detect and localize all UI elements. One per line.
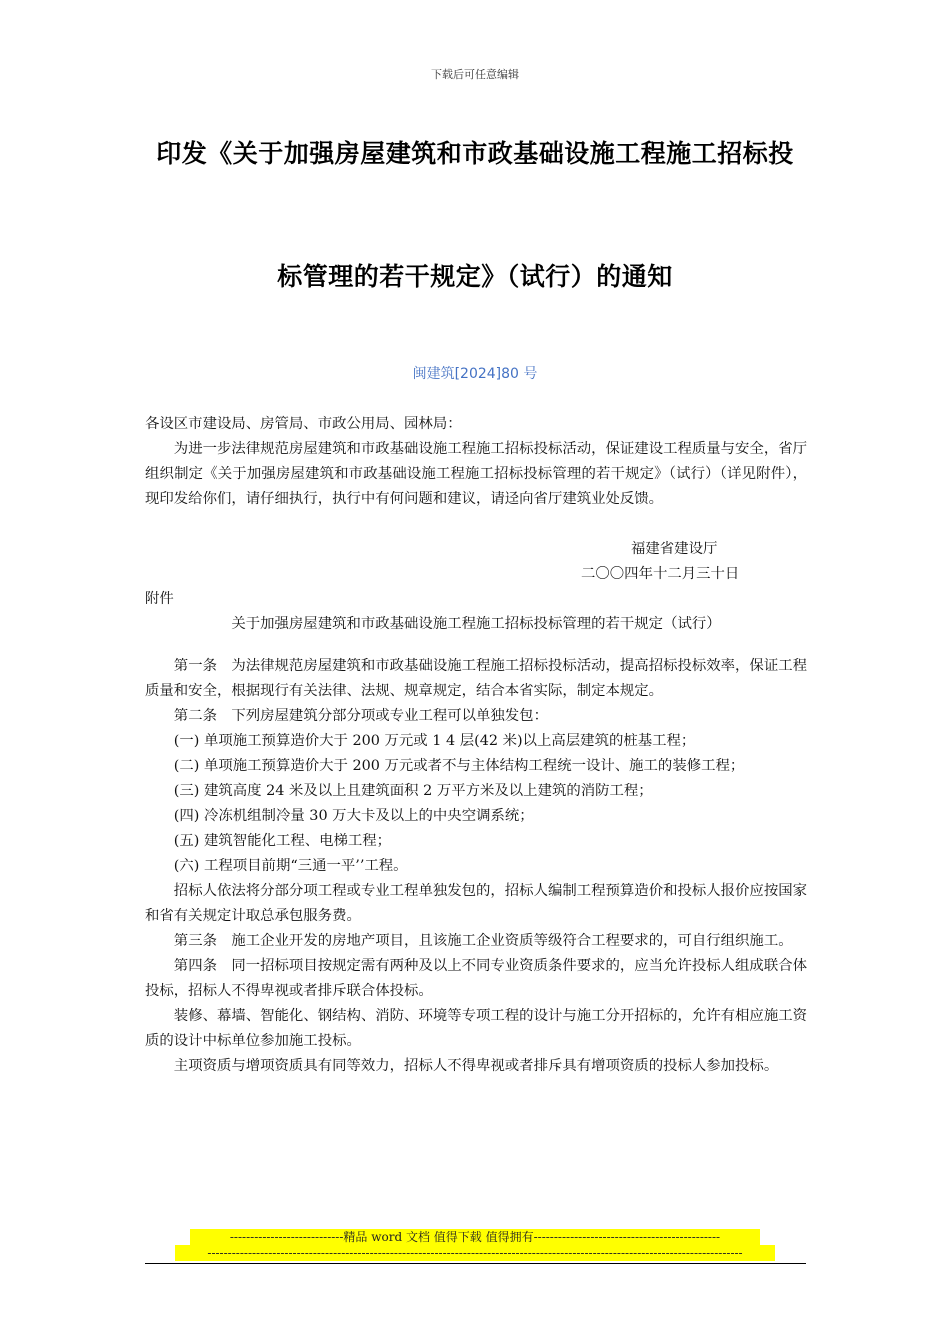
- document-number: 闽建筑[2024]80 号: [412, 366, 538, 382]
- article-3: 第三条 施工企业开发的房地产项目，且该施工企业资质等级符合工程要求的，可自行组织施工。: [173, 933, 793, 949]
- issuer: 福建省建设厅: [631, 541, 718, 557]
- footer-banner: ----------------------------精品 word 文档 值得下载 值得拥有----------------------------------------------: [190, 1229, 760, 1245]
- issue-date: 二〇〇四年十二月三十日: [581, 566, 740, 582]
- attachment-title: 关于加强房屋建筑和市政基础设施工程施工招标投标管理的若干规定（试行）: [231, 616, 721, 632]
- footer-dashes: ------------------------------------------------------------------------------------------------------------------------------------: [175, 1245, 775, 1261]
- salutation: 各设区市建设局、房管局、市政公用局、园林局：: [145, 416, 462, 432]
- article-2-item-4: (四) 冷冻机组制冷量 30 万大卡及以上的中央空调系统；: [173, 808, 534, 824]
- article-2-item-3: (三) 建筑高度 24 米及以上且建筑面积 2 万平方米及以上建筑的消防工程；: [173, 783, 653, 799]
- intro-paragraph: 为进一步法律规范房屋建筑和市政基础设施工程施工招标投标活动，保证建设工程质量与安全，省厅组织制定《关于加强房屋建筑和市政基础设施工程施工招标投标管理的若干规定》（试行）（详见附件），现印发给你们，请仔细执行，执行中有何问题和建议，请迳向省厅建筑业处反馈。: [145, 441, 807, 507]
- title-line-2: 标管理的若干规定》（试行）的通知: [277, 262, 673, 291]
- footer-rule: [145, 1263, 806, 1264]
- article-2-item-1: (一) 单项施工预算造价大于 200 万元或 1 4 层(42 米)以上高层建筑的桩基工程；: [173, 733, 696, 749]
- article-4-paragraph-3: 主项资质与增项资质具有同等效力，招标人不得卑视或者排斥具有增项资质的投标人参加投标。: [173, 1058, 779, 1074]
- article-2-note: 招标人依法将分部分项工程或专业工程单独发包的，招标人编制工程预算造价和投标人报价应按国家和省有关规定计取总承包服务费。: [145, 883, 807, 924]
- title-line-1: 印发《关于加强房屋建筑和市政基础设施工程施工招标投: [156, 139, 794, 168]
- article-4: 第四条 同一招标项目按规定需有两种及以上不同专业资质条件要求的，应当允许投标人组成联合体投标，招标人不得卑视或者排斥联合体投标。: [145, 958, 807, 999]
- header-note: 下载后可任意编辑: [431, 68, 519, 81]
- article-2-item-5: (五) 建筑智能化工程、电梯工程；: [173, 833, 392, 849]
- notice-body: [145, 412, 807, 1079]
- attachment-label: 附件: [145, 591, 174, 607]
- article-2: 第二条 下列房屋建筑分部分项或专业工程可以单独发包：: [173, 708, 548, 724]
- article-2-item-6: (六) 工程项目前期“三通一平’’工程。: [173, 858, 408, 874]
- article-2-item-2: (二) 单项施工预算造价大于 200 万元或者不与主体结构工程统一设计、施工的装修工程；: [173, 758, 745, 774]
- article-4-paragraph-2: 装修、幕墙、智能化、钢结构、消防、环境等专项工程的设计与施工分开招标的，允许有相应施工资质的设计中标单位参加施工投标。: [145, 1008, 807, 1049]
- article-1: 第一条 为法律规范房屋建筑和市政基础设施工程施工招标投标活动，提高招标投标效率，保证工程质量和安全，根据现行有关法律、法规、规章规定，结合本省实际，制定本规定。: [145, 658, 807, 699]
